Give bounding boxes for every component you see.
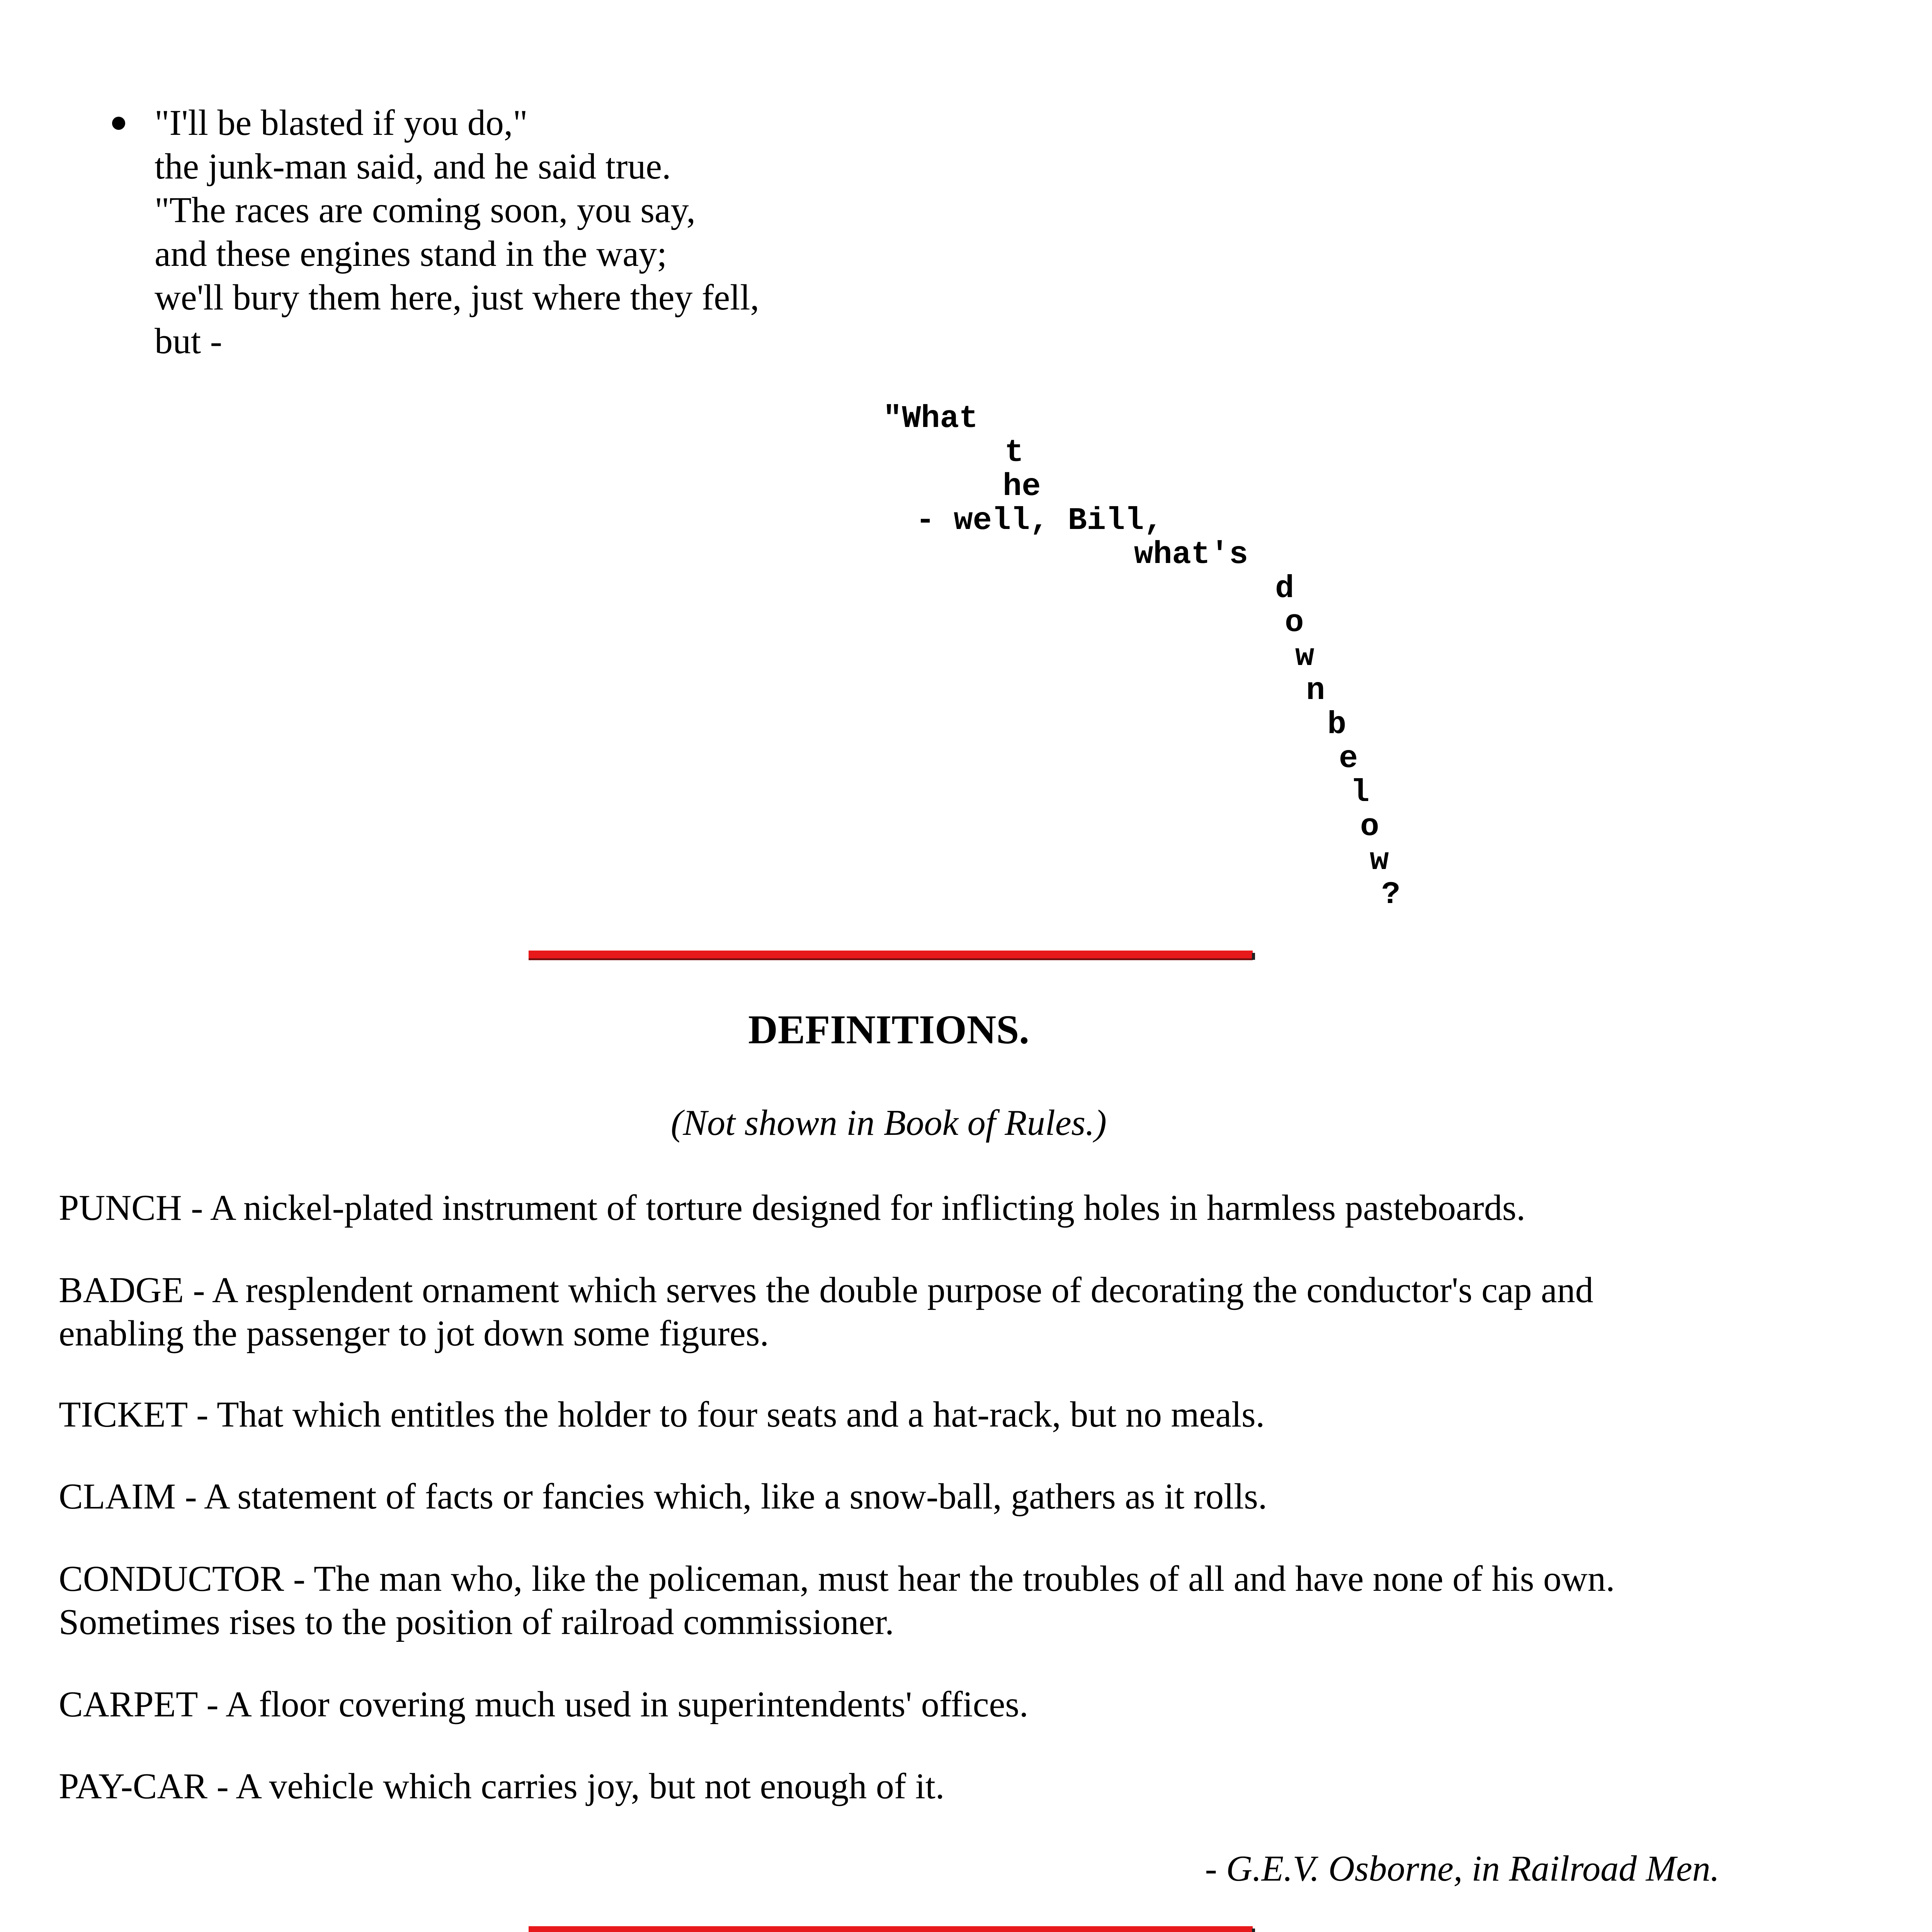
poem-fragment: w (1370, 843, 1389, 879)
definition-entry (59, 1557, 1751, 1644)
poem-fragment: b (1327, 707, 1347, 743)
poem-fragment: "What (883, 401, 978, 437)
verse-block (155, 101, 759, 363)
definition-line: BADGE - A resplendent ornament which serves the double purpose of decorating the conductor's cap and (59, 1270, 1594, 1310)
poem-fragment: o (1285, 605, 1304, 641)
poem-fragment: t (1005, 435, 1024, 471)
verse-line: "I'll be blasted if you do," (155, 103, 528, 143)
definition-entry (59, 1269, 1751, 1355)
section-title: DEFINITIONS. (748, 1007, 1029, 1052)
poem-fragment: ? (1381, 877, 1401, 913)
poem-fragment: e (1339, 741, 1358, 777)
definition-line: PUNCH - A nickel-plated instrument of torture designed for inflicting holes in harmless pasteboards. (59, 1188, 1526, 1228)
definition-line: CLAIM - A statement of facts or fancies which, like a snow-ball, gathers as it rolls. (59, 1476, 1267, 1517)
poem-fragment: d (1275, 571, 1294, 607)
poem-fragment: l (1350, 775, 1370, 811)
definition-line: Sometimes rises to the position of railroad commissioner. (59, 1602, 894, 1642)
section-divider (529, 951, 1253, 960)
poem-fragment: he (1003, 469, 1041, 505)
verse-line: and these engines stand in the way; (155, 234, 667, 274)
poem-fragment: - well, Bill, (916, 503, 1163, 539)
definition-entry (59, 1393, 1751, 1436)
verse-line: "The races are coming soon, you say, (155, 190, 696, 230)
definition-entry (59, 1475, 1751, 1518)
attribution: - G.E.V. Osborne, in Railroad Men. (1205, 1849, 1719, 1889)
definition-line: enabling the passenger to jot down some figures. (59, 1313, 769, 1354)
verse-line: we'll bury them here, just where they fell, (155, 277, 759, 318)
poem-fragment: o (1360, 809, 1379, 845)
poem-fragment: n (1306, 673, 1325, 709)
verse-line: the junk-man said, and he said true. (155, 146, 671, 187)
definition-line: CONDUCTOR - The man who, like the policeman, must hear the troubles of all and have none of his own. (59, 1559, 1615, 1599)
definition-entry (59, 1765, 1751, 1808)
poem-fragment: w (1295, 639, 1315, 675)
section-subtitle: (Not shown in Book of Rules.) (671, 1103, 1107, 1143)
definition-line: CARPET - A floor covering much used in superintendents' offices. (59, 1684, 1029, 1725)
definition-line: TICKET - That which entitles the holder to four seats and a hat-rack, but no meals. (59, 1395, 1265, 1435)
verse-line: but - (155, 321, 222, 361)
definition-entry (59, 1186, 1751, 1230)
definition-entry (59, 1683, 1751, 1726)
definition-line: PAY-CAR - A vehicle which carries joy, but not enough of it. (59, 1766, 945, 1806)
bullet-icon (112, 117, 125, 130)
poem-fragment: what's (1134, 537, 1248, 573)
section-divider (529, 1926, 1253, 1932)
